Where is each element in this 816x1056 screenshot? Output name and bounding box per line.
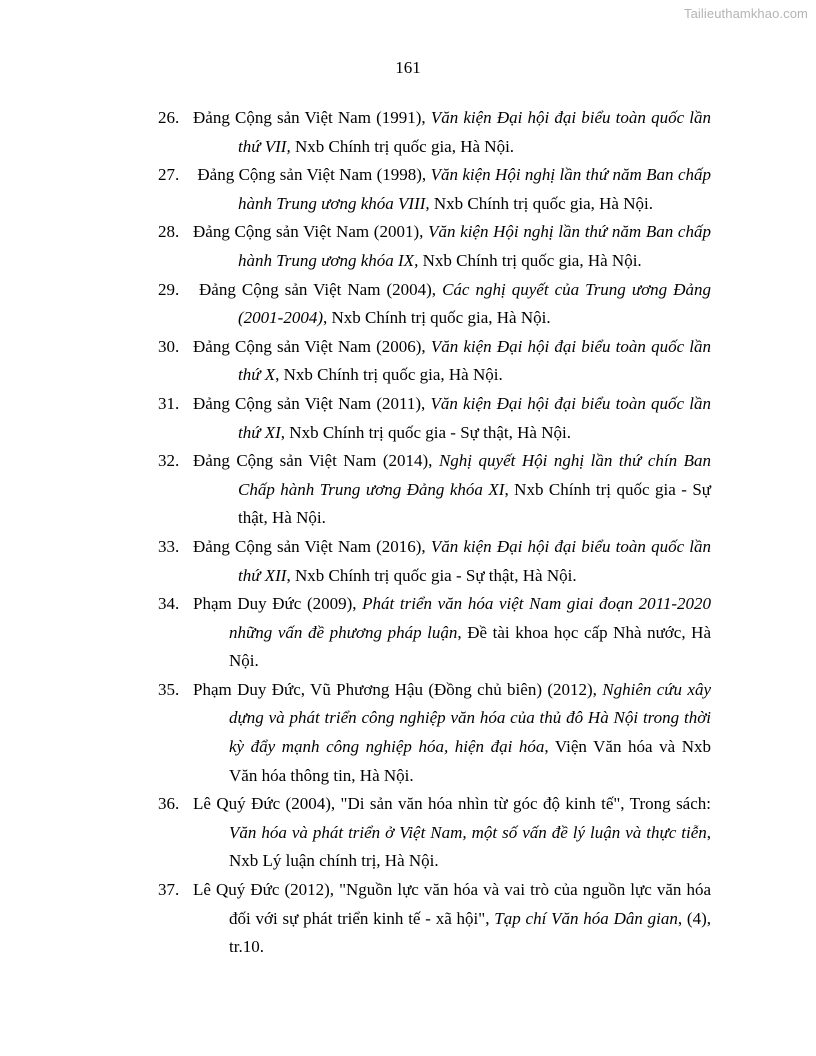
reference-author: Lê Quý Đức (2004), "Di sản văn hóa nhìn từ góc độ kinh tế", Trong sách:	[193, 794, 711, 814]
reference-publisher: Nxb Chính trị quốc gia, Hà Nội.	[418, 250, 642, 270]
reference-number: 27.	[158, 165, 180, 185]
reference-title: Văn kiện Hội nghị lần thứ năm Ban chấp hành Trung ương khóa VIII,	[238, 165, 711, 213]
reference-number: 26.	[158, 108, 180, 127]
reference-author: Đảng Cộng sản Việt Nam (1991),	[193, 108, 431, 127]
reference-publisher: , (4), tr.10.	[229, 908, 711, 957]
reference-item	[158, 533, 711, 590]
reference-item	[158, 333, 711, 390]
reference-number: 31.	[158, 393, 180, 413]
reference-item	[158, 390, 711, 447]
reference-item	[158, 676, 711, 790]
reference-publisher: , Nxb Chính trị quốc gia, Hà Nội.	[322, 308, 551, 328]
reference-item	[158, 876, 711, 962]
reference-number: 29.	[158, 279, 180, 299]
reference-item	[158, 447, 711, 533]
reference-publisher: , Đề tài khoa học cấp Nhà nước, Hà Nội.	[229, 622, 712, 671]
reference-item	[158, 590, 711, 676]
reference-author: Đảng Cộng sản Việt Nam (2014),	[193, 451, 439, 471]
reference-title: Văn kiện Đại hội đại biểu toàn quốc lần thứ VII,	[238, 108, 711, 156]
reference-author: Đảng Cộng sản Việt Nam (2004),	[193, 279, 443, 299]
reference-number: 30.	[158, 336, 180, 356]
reference-publisher: , Nxb Lý luận chính trị, Hà Nội.	[229, 822, 711, 871]
reference-author: Đảng Cộng sản Việt Nam (1998),	[193, 165, 431, 185]
reference-author: Lê Quý Đức (2012), "Nguồn lực văn hóa và vai trò của nguồn lực văn hóa đối với sự phát triển kinh tế - xã hội",	[193, 880, 711, 928]
reference-number: 33.	[158, 536, 180, 556]
watermark: Tailieuthamkhao.com	[683, 6, 808, 21]
reference-item	[158, 104, 711, 161]
reference-item	[158, 161, 711, 218]
reference-number: 34.	[158, 594, 180, 614]
reference-item	[158, 790, 711, 876]
reference-number: 28.	[158, 222, 180, 242]
reference-publisher: , Nxb Chính trị quốc gia, Hà Nội.	[275, 365, 503, 385]
page-number: 161	[395, 58, 421, 77]
reference-publisher: , Nxb Chính trị quốc gia - Sự thật, Hà Nội.	[286, 565, 577, 585]
reference-author: Đảng Cộng sản Việt Nam (2011),	[193, 393, 431, 413]
reference-author: Phạm Duy Đức (2009),	[193, 594, 363, 614]
reference-publisher: , Nxb Chính trị quốc gia - Sự thật, Hà Nội.	[238, 479, 712, 528]
reference-title: Các nghị quyết của Trung ương Đảng (2001-2004)	[238, 279, 711, 328]
reference-title: Văn kiện Đại hội đại biểu toàn quốc lần thứ XI	[238, 393, 711, 442]
reference-title: Tạp chí Văn hóa Dân gian	[494, 908, 678, 928]
reference-author: Phạm Duy Đức, Vũ Phương Hậu (Đồng chủ biên) (2012),	[193, 679, 603, 699]
reference-list	[158, 104, 711, 962]
reference-title: Phát triển văn hóa việt Nam giai đoạn 2011-2020 những vấn đề phương pháp luận	[229, 594, 711, 642]
reference-author: Đảng Cộng sản Việt Nam (2016),	[193, 536, 431, 556]
reference-item	[158, 218, 711, 275]
reference-title: Văn kiện Hội nghị lần thứ năm Ban chấp hành Trung ương khóa IX,	[238, 222, 711, 270]
reference-title: Văn kiện Đại hội đại biểu toàn quốc lần thứ XII	[238, 536, 711, 585]
reference-title: Nghị quyết Hội nghị lần thứ chín Ban Chấp hành Trung ương Đảng khóa XI	[238, 451, 711, 499]
reference-title: Văn kiện Đại hội đại biểu toàn quốc lần thứ X	[238, 336, 711, 385]
reference-number: 32.	[158, 451, 180, 471]
reference-publisher: , Viện Văn hóa và Nxb Văn hóa thông tin, Hà Nội.	[229, 737, 711, 785]
reference-publisher: , Nxb Chính trị quốc gia - Sự thật, Hà Nội.	[280, 422, 571, 442]
reference-publisher: Nxb Chính trị quốc gia, Hà Nội.	[429, 193, 653, 213]
reference-publisher: Nxb Chính trị quốc gia, Hà Nội.	[290, 136, 515, 156]
reference-item	[158, 276, 711, 333]
reference-number: 35.	[158, 679, 180, 699]
reference-author: Đảng Cộng sản Việt Nam (2001),	[193, 222, 429, 242]
reference-title: Văn hóa và phát triển ở Việt Nam, một số vấn đề lý luận và thực tiễn	[229, 822, 707, 842]
reference-number: 37.	[158, 880, 180, 900]
reference-author: Đảng Cộng sản Việt Nam (2006),	[193, 336, 431, 356]
reference-title: Nghiên cứu xây dựng và phát triển công nghiệp văn hóa của thủ đô Hà Nội trong thời kỳ đẩy mạnh công nghiệp hóa, hiện đại hóa	[229, 679, 711, 757]
reference-number: 36.	[158, 794, 180, 814]
